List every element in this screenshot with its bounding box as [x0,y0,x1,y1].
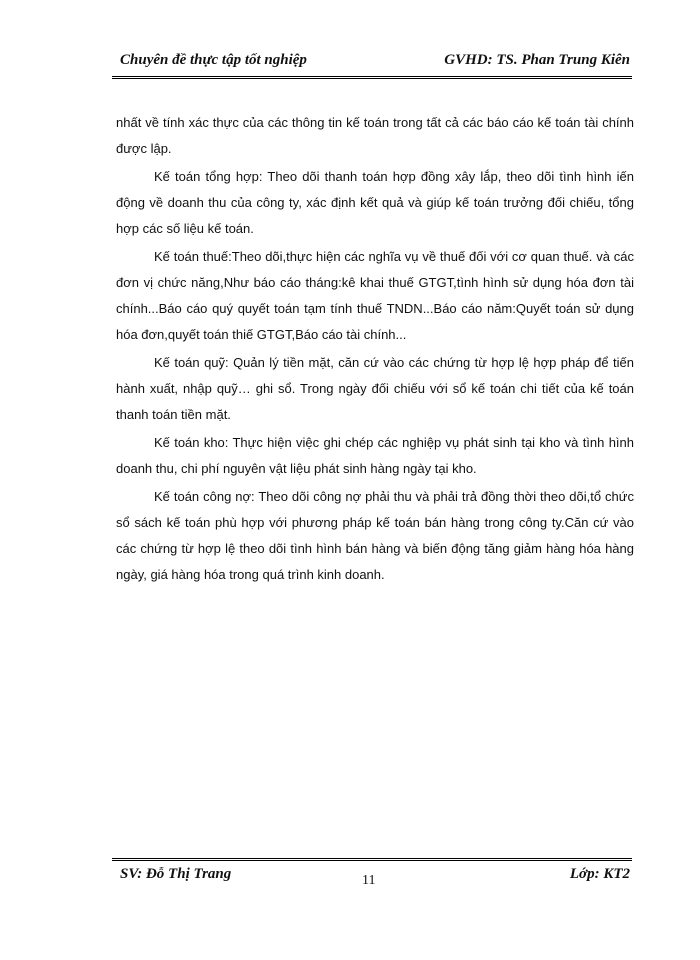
footer-student-name: SV: Đỗ Thị Trang [120,866,232,882]
paragraph-warehouse-accounting: Kế toán kho: Thực hiện việc ghi chép các nghiệp vụ phát sinh tại kho và tình hình doanh thu, chi phí nguyên vật liệu phát sinh hàng ngày tại kho. [116,435,634,476]
header-supervisor: GVHD: TS. Phan Trung Kiên [444,52,630,68]
page-number: 11 [362,873,376,888]
footer-class: Lớp: KT2 [569,866,630,882]
document-body [116,110,634,590]
page-header [112,48,632,79]
header-report-title: Chuyên đề thực tập tốt nghiệp [120,52,307,68]
paragraph-tax-accounting: Kế toán thuế:Theo dõi,thực hiện các nghĩa vụ về thuế đối với cơ quan thuế. và các đơn vị chức năng,Như báo cáo tháng:kê khai thuế GTGT,tình hình sử dụng hóa đơn tài chính...Báo cáo quý quyết toán tạm tính thuế TNDN...Báo cáo năm:Quyết toán sử dụng hóa đơn,quyết toán thiế GTGT,Báo cáo tài chính... [116,249,634,342]
paragraph-receivables-accounting: Kế toán công nợ: Theo dõi công nợ phải thu và phải trả đồng thời theo dõi,tổ chức sổ sách kế toán phù hợp với phương pháp kế toán bán hàng trong công ty.Căn cứ vào các chứng từ hợp lệ theo dõi tình hình bán hàng và biến động tăng giảm hàng hóa hàng ngày, giá hàng hóa trong quá trình kinh doanh. [116,489,634,582]
paragraph-continuation: nhất về tính xác thực của các thông tin kế toán trong tất cả các báo cáo kế toán tài chính được lập. [116,115,634,156]
paragraph-cash-accounting: Kế toán quỹ: Quản lý tiền mặt, căn cứ vào các chứng từ hợp lệ hợp pháp để tiến hành xuất, nhập quỹ… ghi sổ. Trong ngày đối chiếu với sổ kế toán chi tiết của kế toán thanh toán tiền mặt. [116,355,634,422]
paragraph-general-accounting: Kế toán tổng hợp: Theo dõi thanh toán hợp đồng xây lắp, theo dõi tình hình iến động về doanh thu của công ty, xác định kết quả và giúp kế toán trưởng đối chiếu, tổng hợp các số liệu kế toán. [116,169,634,236]
page-footer [112,858,632,891]
